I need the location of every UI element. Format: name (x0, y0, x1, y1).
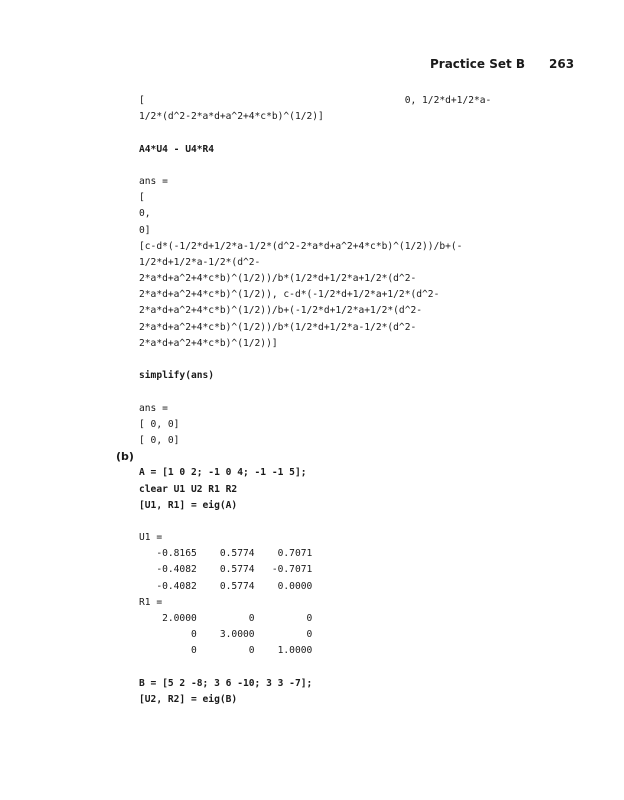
code-output-line: 0 3.0000 0 (139, 629, 313, 641)
code-output-line (139, 660, 491, 676)
code-output-line: [ 0, 0] (139, 434, 180, 446)
code-output-line: [ 0, 0] (139, 418, 180, 430)
code-output-line: -0.8165 0.5774 0.7071 (139, 548, 313, 560)
code-command-line: B = [5 2 -8; 3 6 -10; 3 3 -7]; (139, 677, 313, 689)
code-command-line: A = [1 0 2; -1 0 4; -1 -1 5]; (139, 467, 307, 479)
code-output-line: 1/2*(d^2-2*a*d+a^2+4*c*b)^(1/2)] (139, 111, 324, 123)
code-output-line: R1 = (139, 596, 163, 608)
code-output-line: [ (139, 192, 145, 204)
code-output-line: 2*a*d+a^2+4*c*b)^(1/2))] (139, 337, 278, 349)
code-command-line: A4*U4 - U4*R4 (139, 143, 215, 155)
part-label: (b) (116, 450, 134, 464)
code-output-line: U1 = (139, 532, 163, 544)
code-output-line: 0] (139, 224, 151, 236)
code-listing (139, 93, 491, 708)
code-output-line: 2.0000 0 0 (139, 613, 313, 624)
code-output-line (139, 352, 491, 368)
code-output-line: 2*a*d+a^2+4*c*b)^(1/2))/b*(1/2*d+1/2*a-1/2*(d^2- (139, 321, 417, 333)
code-output-line: 0 0 1.0000 (139, 645, 313, 657)
code-output-line: 2*a*d+a^2+4*c*b)^(1/2))/b*(1/2*d+1/2*a+1/2*(d^2- (139, 273, 417, 285)
code-output-line (139, 449, 491, 465)
code-output-line: 2*a*d+a^2+4*c*b)^(1/2))/b+(-1/2*d+1/2*a+1/2*(d^2- (139, 305, 423, 317)
running-header-title: Practice Set B (430, 57, 526, 71)
page-number: 263 (549, 57, 575, 71)
code-output-line: [ 0, 1/2*d+1/2*a- (139, 95, 492, 106)
code-command-line: clear U1 U2 R1 R2 (139, 483, 238, 495)
code-output-line (139, 514, 491, 530)
code-output-line: -0.4082 0.5774 0.0000 (139, 580, 313, 592)
code-output-line (139, 158, 491, 174)
code-command-line: [U1, R1] = eig(A) (139, 499, 238, 511)
code-output-line: 0, (139, 208, 151, 220)
code-output-line: ans = (139, 402, 168, 414)
code-output-line: -0.4082 0.5774 -0.7071 (139, 564, 313, 576)
code-command-line: [U2, R2] = eig(B) (139, 693, 238, 705)
running-header (0, 57, 624, 75)
code-output-line (139, 125, 491, 141)
code-command-line: simplify(ans) (139, 370, 215, 382)
code-output-line: [c-d*(-1/2*d+1/2*a-1/2*(d^2-2*a*d+a^2+4*c*b)^(1/2))/b+(- (139, 240, 463, 252)
code-output-line: 1/2*d+1/2*a-1/2*(d^2- (139, 256, 261, 268)
code-output-line (139, 384, 491, 400)
code-output-line: ans = (139, 175, 168, 187)
code-output-line: 2*a*d+a^2+4*c*b)^(1/2)), c-d*(-1/2*d+1/2*a+1/2*(d^2- (139, 289, 440, 301)
